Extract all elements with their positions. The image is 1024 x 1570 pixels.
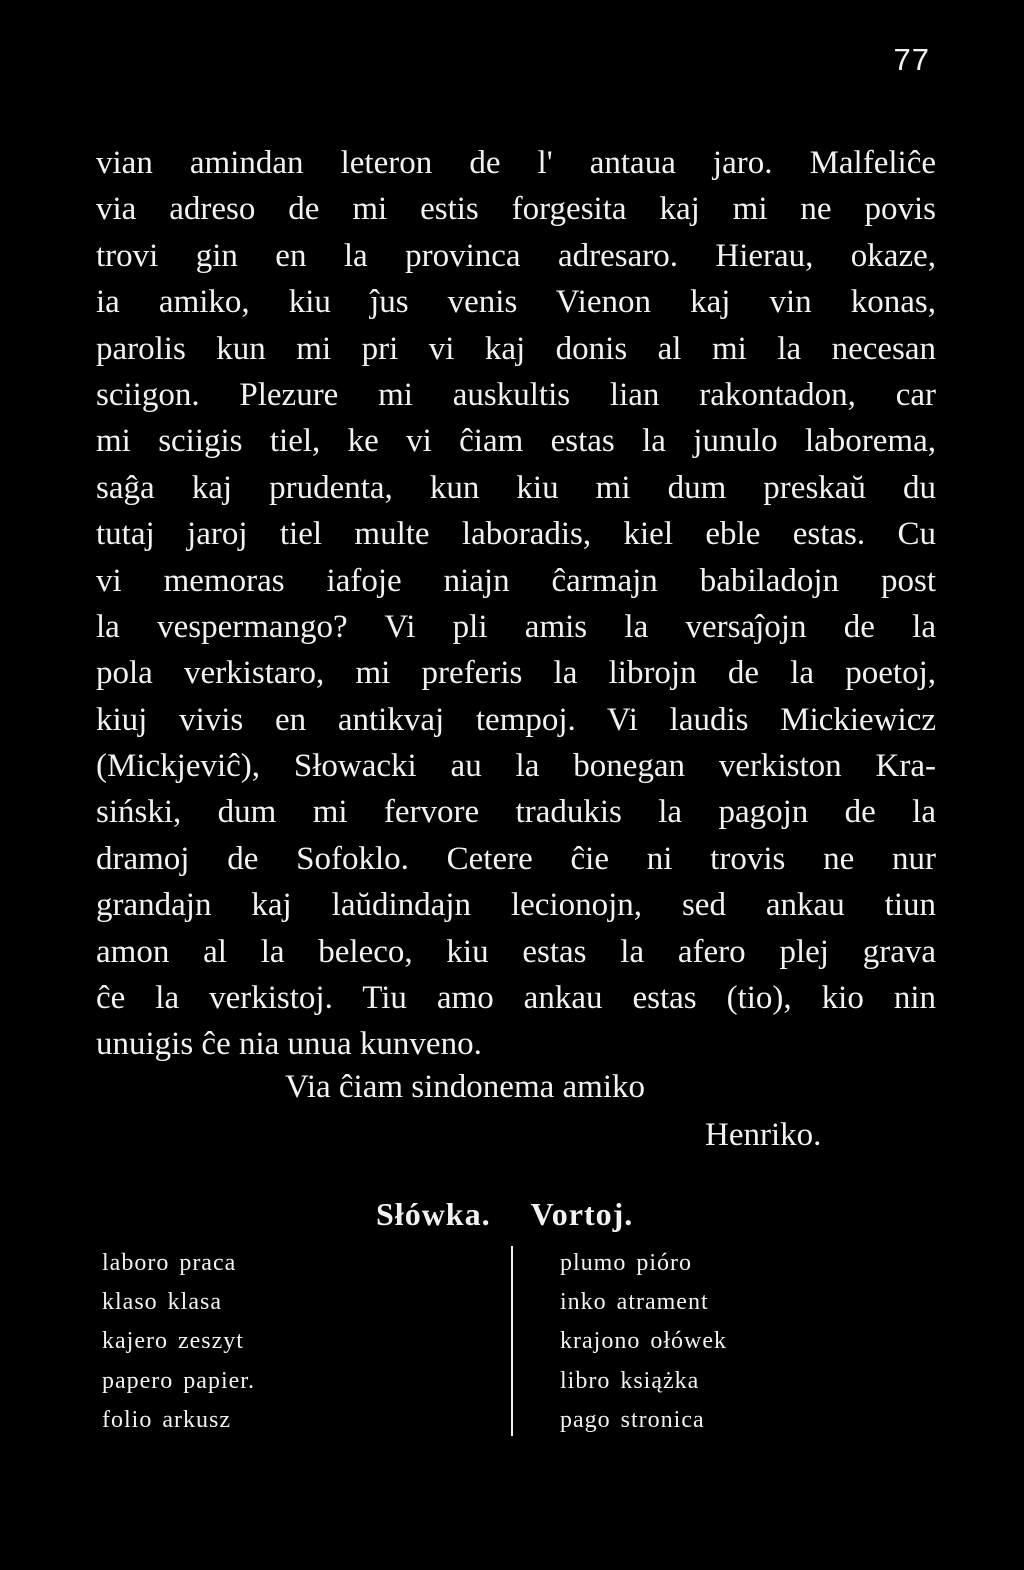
vocabulary-polish-word: książka (620, 1367, 700, 1394)
vocabulary-polish-word: klasa (167, 1289, 222, 1316)
vocabulary-polish-word: papier. (183, 1367, 255, 1394)
text-line: ia amiko, kiu ĵus venis Vienon kaj vin konas, (96, 284, 936, 321)
vocabulary-column-divider (511, 1246, 513, 1436)
vocabulary-left-column (102, 1244, 255, 1440)
vocabulary-entry (560, 1322, 727, 1361)
text-line: la vespermango? Vi pli amis la versaĵojn de la (96, 608, 936, 645)
vocabulary-polish-word: stronica (620, 1406, 705, 1433)
vocabulary-polish-word: ołówek (650, 1328, 727, 1355)
vocabulary-esperanto-word: krajono (560, 1328, 641, 1355)
text-line: ĉe la verkistoj. Tiu amo ankau estas (tio), kio nin (96, 980, 936, 1017)
letter-signature: Henriko. (705, 1117, 822, 1153)
vocabulary-entry (102, 1244, 255, 1283)
vocabulary-esperanto-word: laboro (102, 1250, 170, 1276)
vocabulary-polish-word: zeszyt (177, 1328, 244, 1355)
vocabulary-entry (560, 1244, 727, 1283)
vocabulary-esperanto-word: inko (560, 1289, 607, 1316)
text-line: amon al la beleco, kiu estas la afero plej grava (96, 933, 936, 970)
vocabulary-polish-word: atrament (616, 1289, 709, 1316)
text-line: vi memoras iafoje niajn ĉarmajn babiladojn post (96, 562, 936, 599)
text-line: trovi gin en la provinca adresaro. Hierau, okaze, (96, 237, 936, 274)
vocabulary-esperanto-word: folio (102, 1406, 153, 1433)
text-line: (Mickjeviĉ), Słowacki au la bonegan verkiston Kra- (96, 748, 936, 785)
vocabulary-entry (102, 1322, 255, 1361)
vocabulary-esperanto-word: kajero (102, 1328, 168, 1355)
text-line: saĝa kaj prudenta, kun kiu mi dum preskaŭ du (96, 469, 936, 506)
vocabulary-polish-word: arkusz (162, 1406, 231, 1433)
text-line: siński, dum mi fervore tradukis la pagojn de la (96, 794, 936, 831)
vocabulary-entry (102, 1283, 255, 1322)
text-line: unuigis ĉe nia unua kunveno. (96, 1026, 482, 1063)
vocabulary-right-column (560, 1244, 727, 1440)
vocabulary-polish-word: pióro (636, 1250, 693, 1276)
vocabulary-heading (376, 1196, 673, 1233)
vocabulary-entry (102, 1362, 255, 1401)
text-line: parolis kun mi pri vi kaj donis al mi la necesan (96, 330, 936, 367)
text-line: vian amindan leteron de l' antaua jaro. Malfeliĉe (96, 145, 936, 181)
vocabulary-esperanto-word: plumo (560, 1250, 627, 1276)
vocabulary-esperanto-word: libro (560, 1367, 611, 1394)
text-line: grandajn kaj laŭdindajn lecionojn, sed ankau tiun (96, 887, 936, 924)
vocabulary-entry (560, 1362, 727, 1401)
letter-closing: Via ĉiam sindonema amiko (285, 1069, 646, 1105)
vocabulary-title-polish: Słówka. (376, 1196, 491, 1232)
text-line: dramoj de Sofoklo. Cetere ĉie ni trovis ne nur (96, 840, 936, 877)
vocabulary-esperanto-word: pago (560, 1406, 611, 1433)
text-line: mi sciigis tiel, ke vi ĉiam estas la junulo laborema, (96, 423, 936, 460)
vocabulary-entry (102, 1401, 255, 1440)
vocabulary-polish-word: praca (179, 1250, 237, 1276)
vocabulary-entry (560, 1401, 727, 1440)
page-number: 77 (893, 42, 930, 77)
text-line: kiuj vivis en antikvaj tempoj. Vi laudis Mickiewicz (96, 701, 936, 738)
letter-body (96, 140, 936, 1068)
vocabulary-entry (560, 1283, 727, 1322)
vocabulary-title-esperanto: Vortoj. (530, 1196, 634, 1232)
text-line: sciigon. Plezure mi auskultis lian rakontadon, car (96, 376, 936, 413)
vocabulary-esperanto-word: papero (102, 1367, 174, 1394)
text-line: pola verkistaro, mi preferis la librojn de la poetoj, (96, 655, 936, 692)
text-line: tutaj jaroj tiel multe laboradis, kiel eble estas. Cu (96, 516, 936, 553)
text-line: via adreso de mi estis forgesita kaj mi ne povis (96, 191, 936, 228)
vocabulary-esperanto-word: klaso (102, 1289, 158, 1316)
